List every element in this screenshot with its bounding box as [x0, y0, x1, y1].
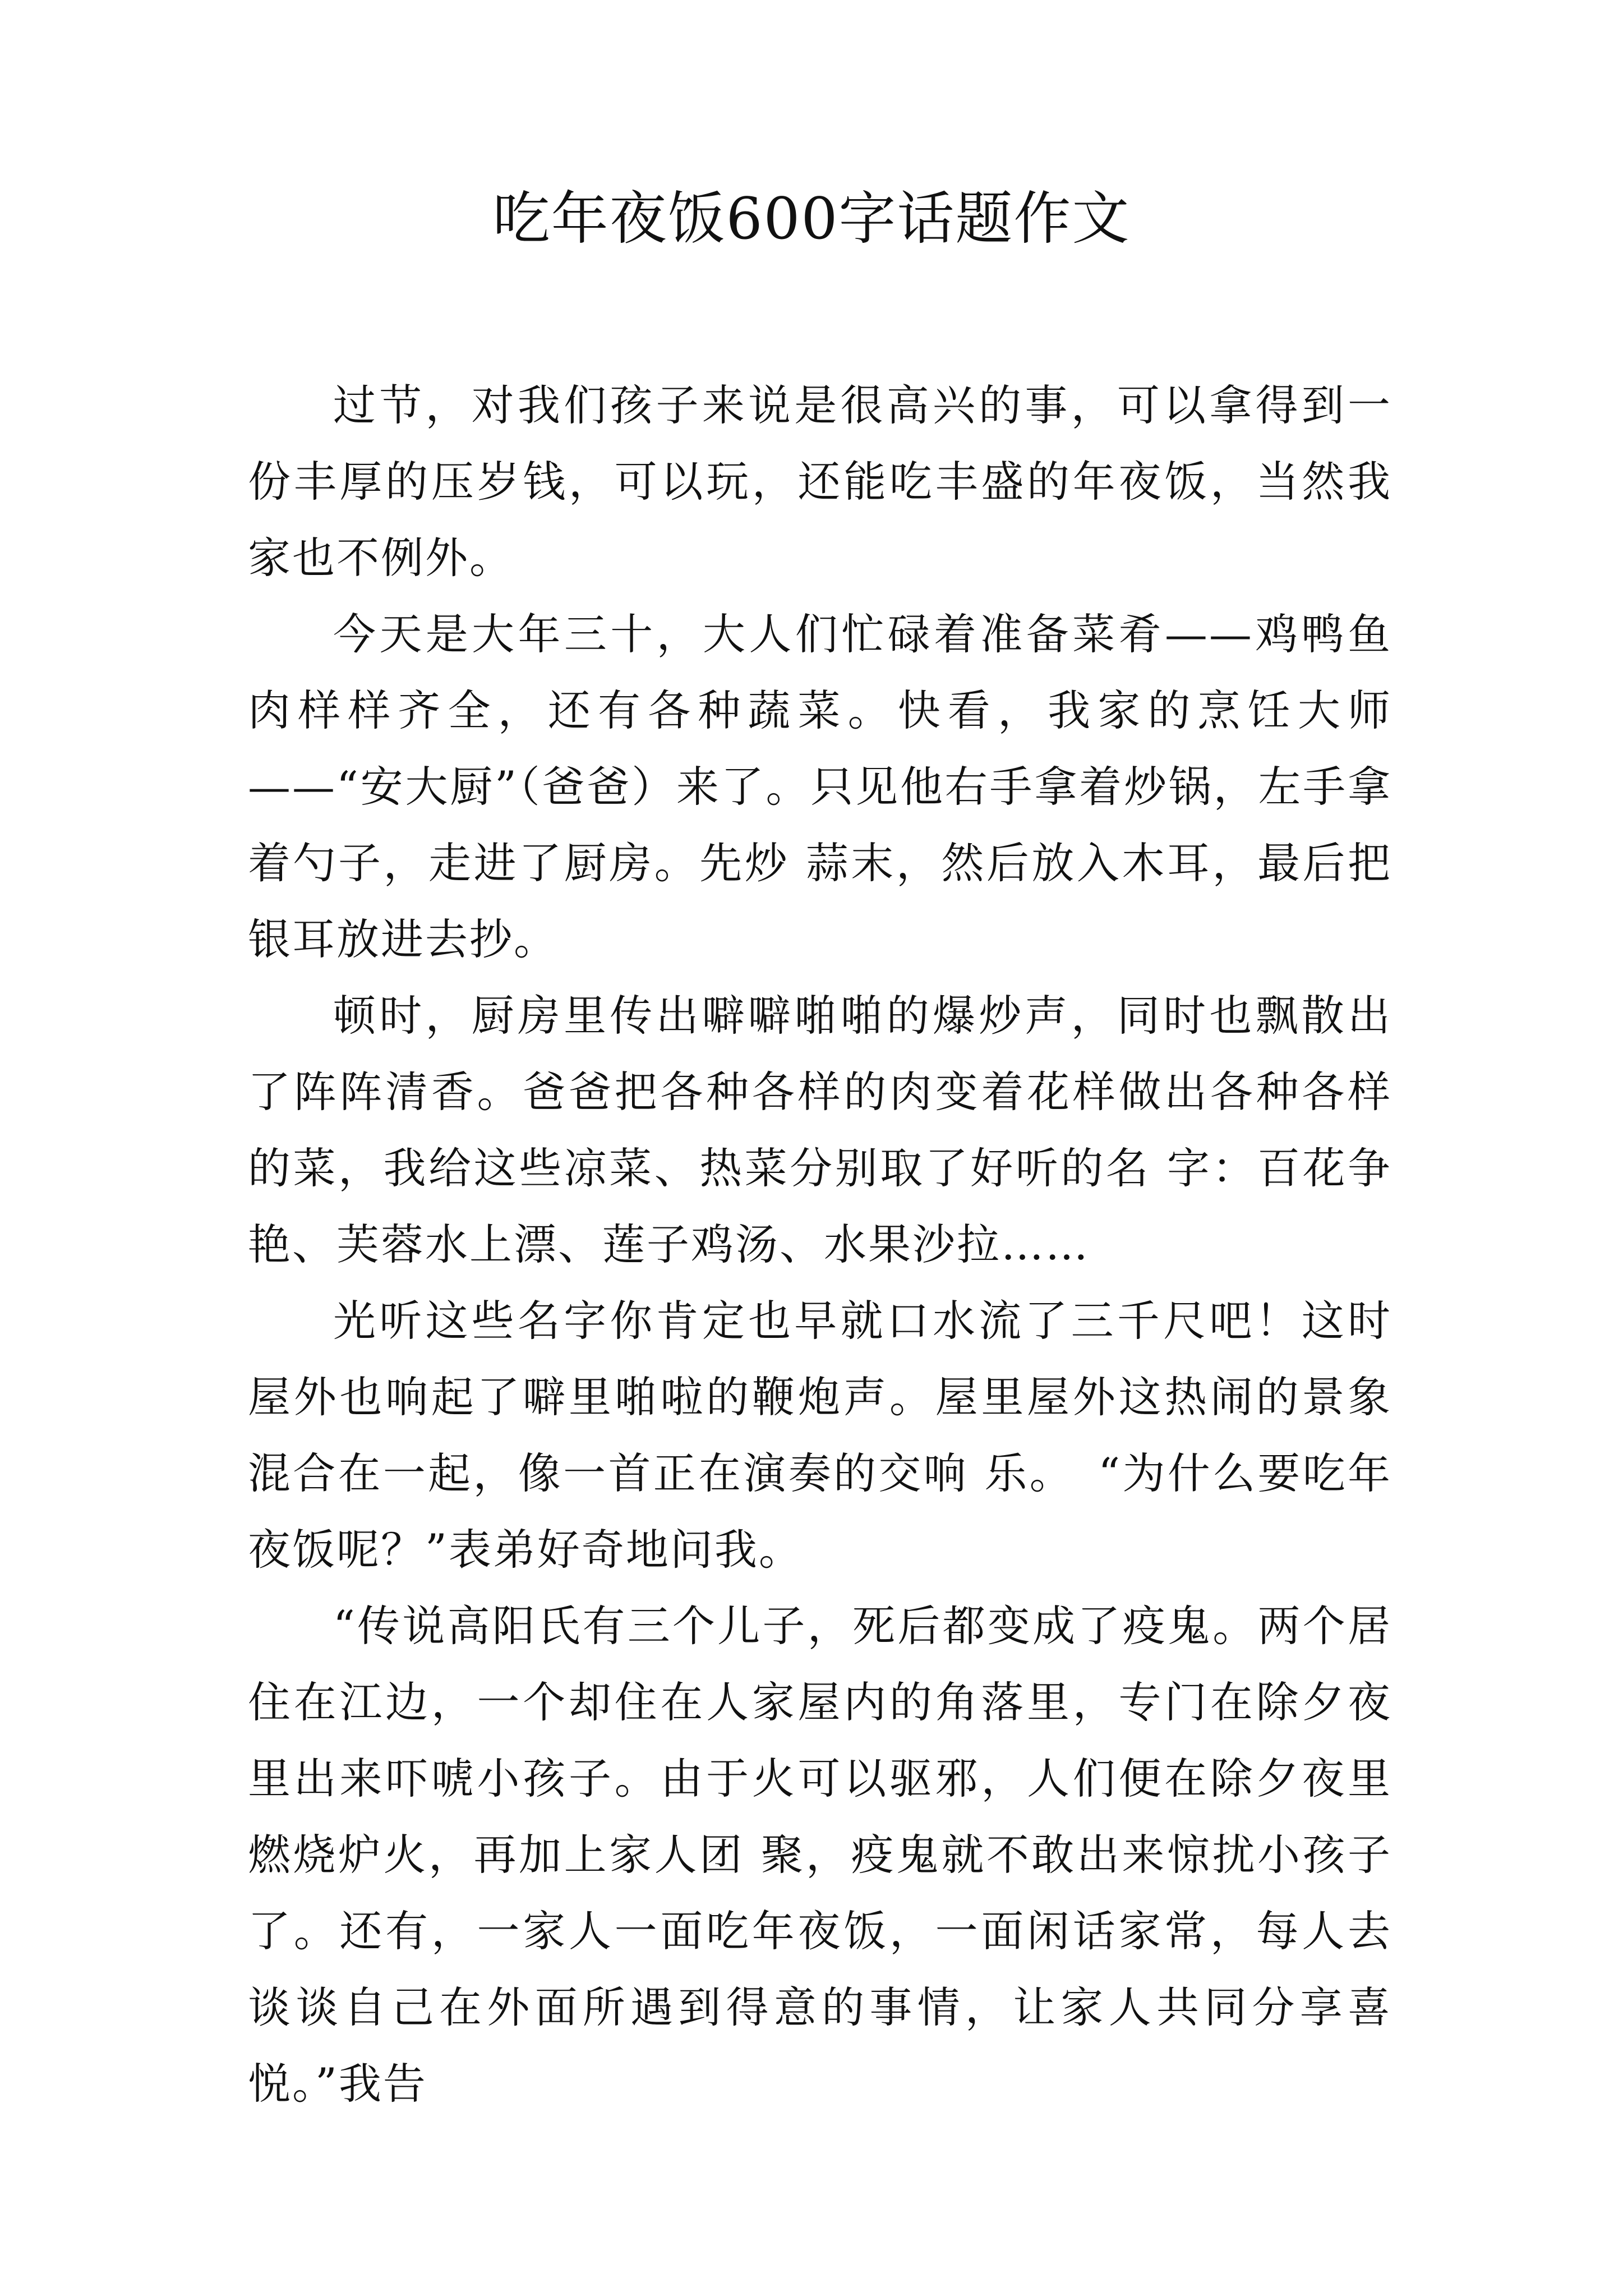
paragraph-2: 今天是大年三十，大人们忙碌着准备菜肴——鸡鸭鱼肉样样齐全，还有各种蔬菜。快看，我家的烹饪大师——“安大厨”（爸爸）来了。只见他右手拿着炒锅，左手拿着勺子，走进了厨房。先炒 蒜末，然后放入木耳，最后把银耳放进去抄。 — [248, 609, 1392, 964]
paragraph-3: 顿时，厨房里传出噼噼啪啪的爆炒声，同时也飘散出了阵阵清香。爸爸把各种各样的肉变着花样做出各种各样的菜，我给这些凉菜、热菜分别取了好听的名 字：百花争艳、芙蓉水上漂、莲子鸡汤、水果沙拉…… — [248, 991, 1392, 1269]
paragraph-5: “传说高阳氏有三个儿子，死后都变成了疫鬼。两个居住在江边，一个却住在人家屋内的角落里，专门在除夕夜里出来吓唬小孩子。由于火可以驱邪，人们便在除夕夜里燃烧炉火，再加上家人团 聚，疫鬼就不敢出来惊扰小孩子了。还有，一家人一面吃年夜饭，一面闲话家常，每人去谈谈自己在外面所遇到得意的事情，让家人共同分享喜悦。”我告 — [248, 1601, 1392, 2109]
essay-body — [248, 367, 1392, 2122]
paragraph-4: 光听这些名字你肯定也早就口水流了三千尺吧！这时屋外也响起了噼里啪啦的鞭炮声。屋里屋外这热闹的景象混合在一起，像一首正在演奏的交响 乐。 “为什么要吃年夜饭呢？”表弟好奇地问我。 — [248, 1296, 1392, 1575]
paragraph-1: 过节，对我们孩子来说是很高兴的事，可以拿得到一份丰厚的压岁钱，可以玩，还能吃丰盛的年夜饭，当然我家也不例外。 — [248, 380, 1392, 583]
page-title: 吃年夜饭600字话题作文 — [492, 186, 1131, 252]
